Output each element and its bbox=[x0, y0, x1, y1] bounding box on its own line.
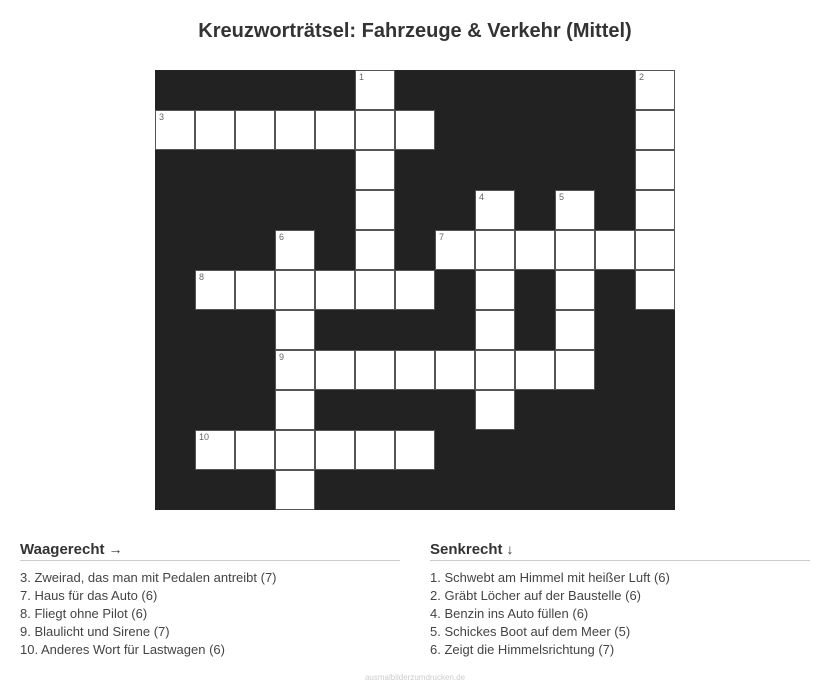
crossword-cell[interactable] bbox=[355, 270, 395, 310]
crossword-cell[interactable] bbox=[555, 230, 595, 270]
crossword-cell[interactable] bbox=[275, 430, 315, 470]
crossword-cell[interactable] bbox=[355, 110, 395, 150]
crossword-cell[interactable] bbox=[395, 270, 435, 310]
crossword-cell[interactable] bbox=[635, 230, 675, 270]
crossword-cell[interactable] bbox=[315, 430, 355, 470]
crossword-cell[interactable] bbox=[355, 70, 395, 110]
crossword-cell[interactable] bbox=[195, 110, 235, 150]
crossword-cell[interactable] bbox=[275, 110, 315, 150]
across-clue-list bbox=[20, 569, 400, 659]
clue-number: 7 bbox=[439, 232, 445, 242]
arrow-down-icon: ↓ bbox=[506, 541, 514, 557]
page-title: Kreuzworträtsel: Fahrzeuge & Verkehr (Mittel) bbox=[198, 20, 632, 42]
crossword-cell[interactable] bbox=[235, 270, 275, 310]
clue-item: 10. Anderes Wort für Lastwagen (6) bbox=[20, 642, 225, 657]
clue-number: 2 bbox=[639, 72, 645, 82]
crossword-cell[interactable] bbox=[315, 350, 355, 390]
clue-number: 9 bbox=[279, 352, 285, 362]
across-clues bbox=[20, 541, 400, 659]
clue-number: 5 bbox=[559, 192, 565, 202]
clue-number: 8 bbox=[199, 272, 205, 282]
down-heading-label: Senkrecht bbox=[430, 541, 503, 558]
crossword-cell[interactable] bbox=[355, 150, 395, 190]
clue-number: 1 bbox=[359, 72, 365, 82]
crossword-cell[interactable] bbox=[475, 350, 515, 390]
crossword-cell[interactable] bbox=[155, 110, 195, 150]
clue-item: 3. Zweirad, das man mit Pedalen antreibt (7) bbox=[20, 570, 277, 585]
crossword-cell[interactable] bbox=[555, 270, 595, 310]
footer-watermark: ausmalbilderzumdrucken.de bbox=[364, 673, 466, 682]
clue-number: 3 bbox=[159, 112, 165, 122]
crossword-cell[interactable] bbox=[475, 190, 515, 230]
crossword-cell[interactable] bbox=[355, 230, 395, 270]
crossword-cell[interactable] bbox=[315, 110, 355, 150]
crossword-cell[interactable] bbox=[355, 350, 395, 390]
arrow-right-icon: → bbox=[108, 541, 123, 557]
down-clues bbox=[430, 541, 810, 659]
clue-number: 10 bbox=[199, 432, 210, 442]
crossword-cell[interactable] bbox=[235, 110, 275, 150]
clue-item: 6. Zeigt die Himmelsrichtung (7) bbox=[430, 642, 615, 657]
clue-item: 8. Fliegt ohne Pilot (6) bbox=[20, 606, 148, 621]
crossword-cell[interactable] bbox=[355, 190, 395, 230]
crossword-cell[interactable] bbox=[355, 430, 395, 470]
down-clue-list bbox=[430, 569, 810, 659]
crossword-cell[interactable] bbox=[555, 310, 595, 350]
crossword-cell[interactable] bbox=[475, 230, 515, 270]
crossword-cell[interactable] bbox=[595, 230, 635, 270]
clue-item: 5. Schickes Boot auf dem Meer (5) bbox=[430, 624, 631, 639]
crossword-cell[interactable] bbox=[635, 70, 675, 110]
clue-item: 2. Gräbt Löcher auf der Baustelle (6) bbox=[430, 588, 642, 603]
clue-item: 7. Haus für das Auto (6) bbox=[20, 588, 158, 603]
crossword-cell[interactable] bbox=[275, 310, 315, 350]
crossword-cell[interactable] bbox=[275, 270, 315, 310]
down-heading bbox=[430, 541, 810, 561]
crossword-cell[interactable] bbox=[275, 350, 315, 390]
crossword-cell[interactable] bbox=[195, 270, 235, 310]
crossword-cell[interactable] bbox=[635, 110, 675, 150]
clue-number: 4 bbox=[479, 192, 485, 202]
crossword-cell[interactable] bbox=[275, 470, 315, 510]
clue-item: 9. Blaulicht und Sirene (7) bbox=[20, 624, 170, 639]
crossword-cell[interactable] bbox=[515, 350, 555, 390]
crossword-cell[interactable] bbox=[635, 270, 675, 310]
across-heading bbox=[20, 541, 400, 561]
crossword-grid bbox=[155, 70, 675, 510]
across-heading-label: Waagerecht bbox=[20, 541, 105, 558]
crossword-cell[interactable] bbox=[275, 390, 315, 430]
crossword-cell[interactable] bbox=[475, 270, 515, 310]
crossword-cell[interactable] bbox=[475, 310, 515, 350]
clue-number: 6 bbox=[279, 232, 285, 242]
crossword-cell[interactable] bbox=[515, 230, 555, 270]
crossword-cell[interactable] bbox=[235, 430, 275, 470]
crossword-cell[interactable] bbox=[435, 350, 475, 390]
crossword-cell[interactable] bbox=[195, 430, 235, 470]
crossword-cell[interactable] bbox=[635, 150, 675, 190]
crossword-cell[interactable] bbox=[395, 430, 435, 470]
clue-item: 4. Benzin ins Auto füllen (6) bbox=[430, 606, 589, 621]
clue-item: 1. Schwebt am Himmel mit heißer Luft (6) bbox=[430, 570, 670, 585]
crossword-cell[interactable] bbox=[435, 230, 475, 270]
crossword-cell[interactable] bbox=[275, 230, 315, 270]
crossword-cell[interactable] bbox=[555, 350, 595, 390]
crossword-cell[interactable] bbox=[555, 190, 595, 230]
crossword-cell[interactable] bbox=[395, 350, 435, 390]
crossword-cell[interactable] bbox=[315, 270, 355, 310]
crossword-cell[interactable] bbox=[635, 190, 675, 230]
crossword-cell[interactable] bbox=[475, 390, 515, 430]
crossword-cell[interactable] bbox=[395, 110, 435, 150]
